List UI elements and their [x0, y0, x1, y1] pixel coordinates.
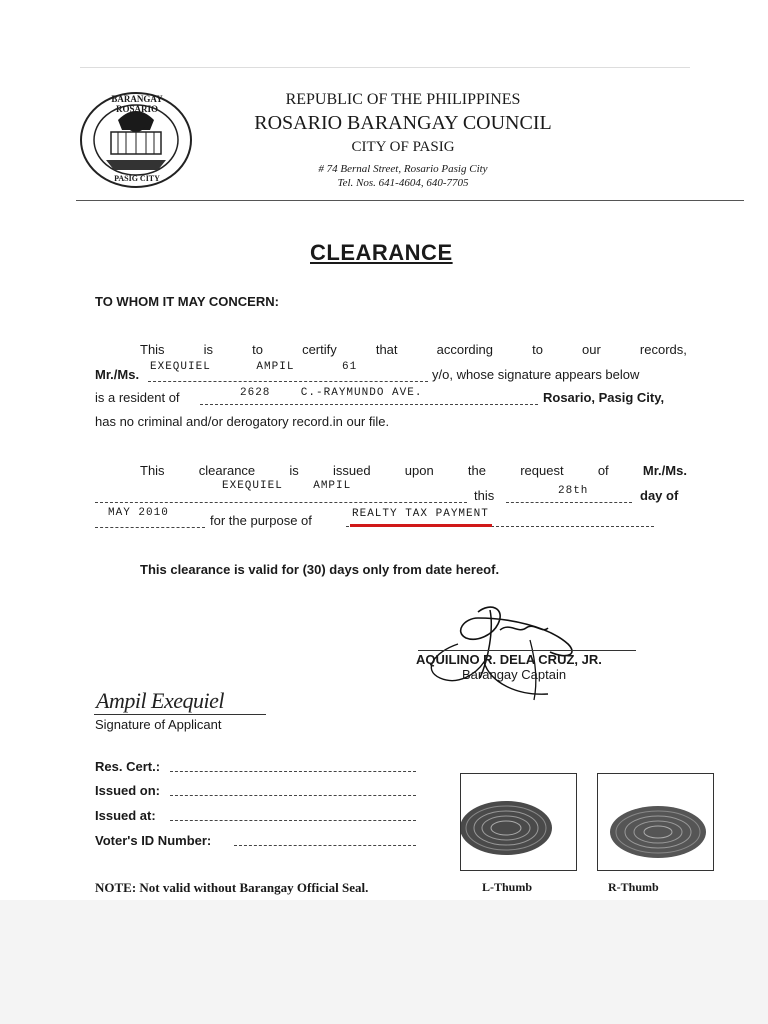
purpose-value: REALTY TAX PAYMENT [352, 508, 489, 520]
voter-id-label: Voter's ID Number: [95, 833, 212, 848]
header-divider [76, 200, 744, 201]
seal-bottom-text: PASIG CITY [114, 174, 160, 183]
res-cert-label: Res. Cert.: [95, 759, 161, 774]
salutation: TO WHOM IT MAY CONCERN: [95, 294, 279, 309]
para1-word: to [252, 342, 263, 357]
day-blank [506, 502, 632, 503]
header-republic: REPUBLIC OF THE PHILIPPINES [285, 91, 521, 108]
header-council: ROSARIO BARANGAY COUNCIL [254, 112, 552, 134]
para1-line1 [95, 342, 687, 357]
day-value: 28th [558, 485, 589, 497]
validity-statement: This clearance is valid for (30) days only from date hereof. [140, 562, 500, 577]
para1-word: records, [639, 342, 687, 357]
issued-on-label: Issued on: [95, 783, 161, 798]
resident-label: is a resident of [95, 390, 180, 405]
header-address: # 74 Bernal Street, Rosario Pasig City [318, 163, 488, 175]
para2-word: issued [332, 463, 371, 478]
purpose-label: for the purpose of [210, 513, 312, 528]
address-blank [200, 404, 538, 405]
page-bottom-margin [0, 900, 768, 1024]
applicant-signature-line [94, 714, 266, 715]
para2-line1 [95, 463, 687, 478]
barangay-seal [78, 90, 196, 190]
age-suffix: y/o, whose signature appears below [432, 367, 640, 382]
requester-name-value: EXEQUIEL AMPIL [222, 480, 352, 492]
applicant-signature-label: Signature of Applicant [95, 717, 222, 732]
requester-blank [95, 502, 467, 503]
para1-word: according [436, 342, 493, 357]
para1-word: to [532, 342, 543, 357]
res-cert-blank [170, 771, 416, 772]
para2-word: clearance [198, 463, 256, 478]
applicant-signature: Ampil Exequiel [96, 688, 225, 713]
captain-signature-line [418, 650, 636, 651]
right-thumb-box [597, 773, 714, 871]
left-thumb-box [460, 773, 577, 871]
para1-word: our [582, 342, 601, 357]
para2-word: This [140, 463, 165, 478]
para2-word: is [289, 463, 299, 478]
top-rule [80, 67, 690, 68]
seal-note: NOTE: Not valid without Barangay Official Seal. [95, 880, 369, 895]
captain-title: Barangay Captain [462, 667, 567, 682]
address-value: 2628 C.-RAYMUNDO AVE. [240, 387, 423, 399]
document-title: CLEARANCE [310, 240, 453, 265]
right-thumb-label: R-Thumb [608, 880, 659, 894]
purpose-red-underline [350, 524, 492, 527]
fingerprint-icon [598, 774, 713, 870]
para2-word: the [467, 463, 486, 478]
issued-on-blank [170, 795, 416, 796]
applicant-name-value: EXEQUIEL AMPIL [150, 361, 295, 373]
para2-word: request [520, 463, 564, 478]
issued-at-blank [170, 820, 416, 821]
name-label: Mr./Ms. [95, 367, 140, 382]
header-city: CITY OF PASIG [351, 139, 455, 155]
captain-name: AQUILINO R. DELA CRUZ, JR. [416, 652, 602, 667]
para2-word: Mr./Ms. [642, 463, 687, 478]
place-text: Rosario, Pasig City, [543, 390, 665, 405]
para1-word: is [203, 342, 214, 357]
voter-id-blank [234, 845, 416, 846]
seal-ring-text: BARANGAY ROSARIO [111, 94, 163, 114]
para1-word: This [140, 342, 165, 357]
header-telephone: Tel. Nos. 641-4604, 640-7705 [337, 177, 469, 189]
para2-word: of [597, 463, 609, 478]
para1-line3: has no criminal and/or derogatory record.in our file. [95, 414, 390, 429]
left-thumb-label: L-Thumb [482, 880, 533, 894]
issued-at-label: Issued at: [95, 808, 156, 823]
month-value: MAY 2010 [108, 507, 169, 519]
para1-word: that [375, 342, 398, 357]
this-label: this [474, 488, 495, 503]
age-value: 61 [342, 361, 358, 373]
name-blank [148, 381, 428, 382]
fingerprint-icon [461, 774, 576, 870]
letterhead [218, 90, 588, 190]
para1-word: certify [302, 342, 337, 357]
month-blank [95, 527, 205, 528]
day-label: day of [640, 488, 679, 503]
para2-word: upon [404, 463, 434, 478]
